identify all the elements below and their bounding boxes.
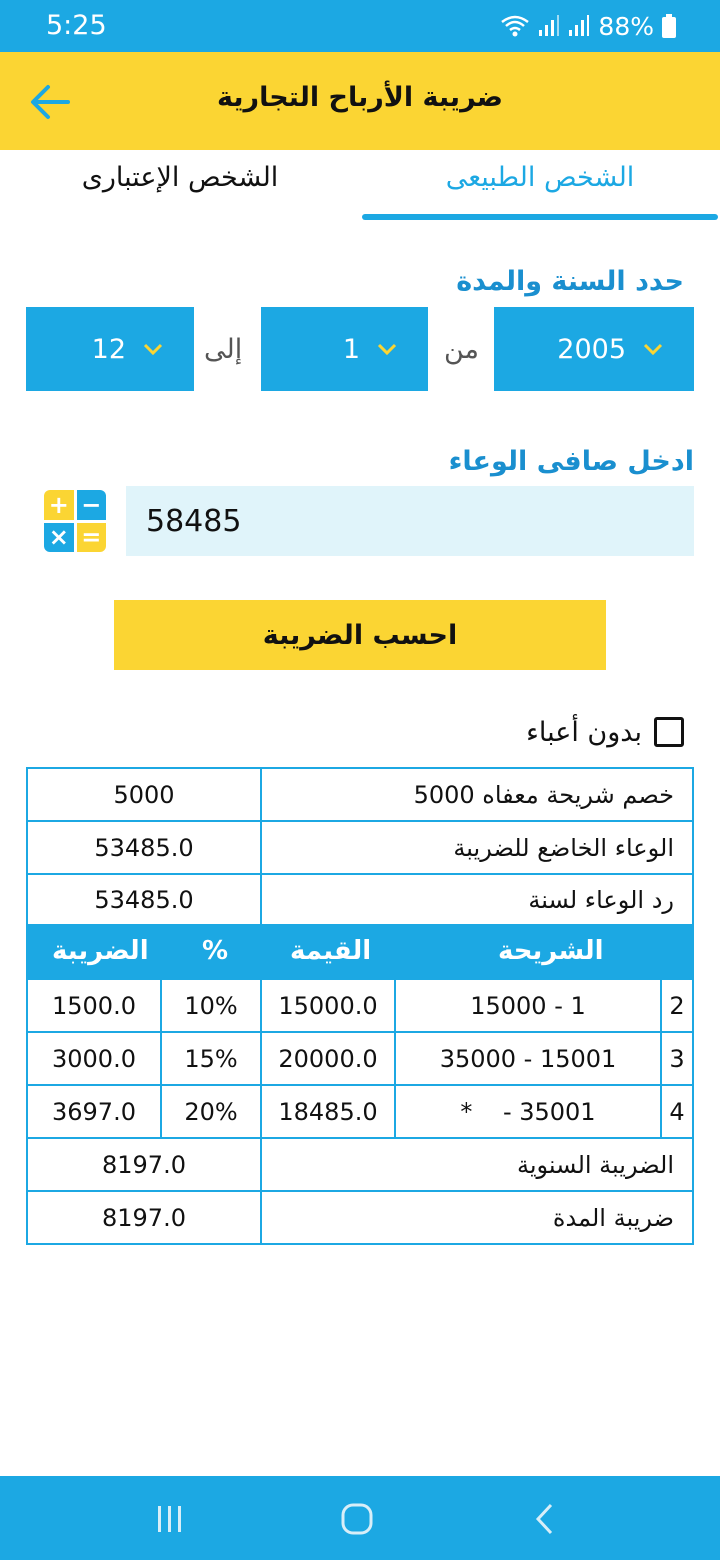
header-tax: الضريبة (52, 936, 149, 966)
annual-tax-value: 8197.0 (26, 1137, 262, 1192)
bracket-value: 18485.0 (260, 1084, 396, 1139)
bracket-percent: 10% (160, 978, 262, 1033)
from-month-dropdown[interactable] (261, 307, 428, 391)
from-month-value: 1 (342, 333, 360, 365)
summary-value: 53485.0 (26, 873, 262, 926)
chevron-down-icon (642, 342, 664, 356)
brackets-header (26, 924, 694, 980)
from-word: من (444, 334, 480, 365)
signal-icon-2 (568, 14, 590, 38)
amount-label: ادخل صافى الوعاء (448, 446, 694, 477)
tab-legal-person[interactable]: الشخص الإعتبارى (81, 162, 279, 193)
back-icon[interactable] (534, 1502, 554, 1536)
signal-icon (538, 14, 560, 38)
bracket-number: 2 (660, 978, 694, 1033)
no-expenses-checkbox-row[interactable] (526, 712, 684, 752)
summary-label: رد الوعاء لسنة (260, 873, 694, 926)
summary-value: 53485.0 (26, 820, 262, 875)
calculate-tax-button[interactable]: احسب الضريبة (114, 600, 606, 670)
period-tax-label: ضريبة المدة (260, 1190, 694, 1245)
wifi-icon (500, 14, 530, 38)
back-arrow-icon[interactable] (28, 82, 70, 122)
bracket-range: 35000 - 15001 (394, 1031, 662, 1086)
tab-indicator (362, 214, 718, 220)
bracket-value: 15000.0 (260, 978, 396, 1033)
period-tax-value: 8197.0 (26, 1190, 262, 1245)
to-month-value: 12 (91, 333, 126, 365)
bracket-number: 3 (660, 1031, 694, 1086)
bracket-number: 4 (660, 1084, 694, 1139)
battery-icon (662, 14, 676, 38)
bracket-tax: 3697.0 (26, 1084, 162, 1139)
year-value: 2005 (557, 333, 626, 365)
app-bar (0, 52, 720, 150)
status-time: 5:25 (46, 10, 107, 41)
summary-value: 5000 (26, 767, 262, 822)
bracket-percent: 15% (160, 1031, 262, 1086)
status-bar (0, 0, 720, 52)
year-dropdown[interactable] (494, 307, 694, 391)
home-icon[interactable] (340, 1502, 374, 1536)
amount-input[interactable] (126, 486, 694, 556)
bracket-range: * - 35001 (394, 1084, 662, 1139)
chevron-down-icon (376, 342, 398, 356)
header-bracket: الشريحة (498, 936, 604, 966)
bracket-value: 20000.0 (260, 1031, 396, 1086)
calculator-icon[interactable] (44, 490, 106, 552)
minus-icon: − (77, 490, 107, 520)
bracket-percent: 20% (160, 1084, 262, 1139)
bracket-tax: 1500.0 (26, 978, 162, 1033)
plus-icon: + (44, 490, 74, 520)
summary-label: خصم شريحة معفاه 5000 (260, 767, 694, 822)
no-expenses-checkbox[interactable] (654, 717, 684, 747)
equals-icon: = (77, 523, 107, 553)
system-nav-bar (0, 1476, 720, 1560)
period-label: حدد السنة والمدة (456, 266, 684, 297)
status-icons (500, 10, 676, 42)
chevron-down-icon (142, 342, 164, 356)
to-word: إلى (204, 334, 243, 365)
page-title: ضريبة الأرباح التجارية (217, 82, 503, 113)
bracket-tax: 3000.0 (26, 1031, 162, 1086)
bracket-range: 15000 - 1 (394, 978, 662, 1033)
header-value: القيمة (290, 936, 372, 966)
annual-tax-label: الضريبة السنوية (260, 1137, 694, 1192)
header-percent: % (202, 936, 229, 966)
tab-natural-person[interactable]: الشخص الطبيعى (445, 162, 635, 193)
summary-label: الوعاء الخاضع للضريبة (260, 820, 694, 875)
battery-percent: 88% (598, 11, 654, 41)
recent-apps-icon[interactable] (156, 1504, 184, 1534)
no-expenses-label: بدون أعباء (526, 716, 642, 748)
to-month-dropdown[interactable] (26, 307, 194, 391)
multiply-icon: × (44, 523, 74, 553)
